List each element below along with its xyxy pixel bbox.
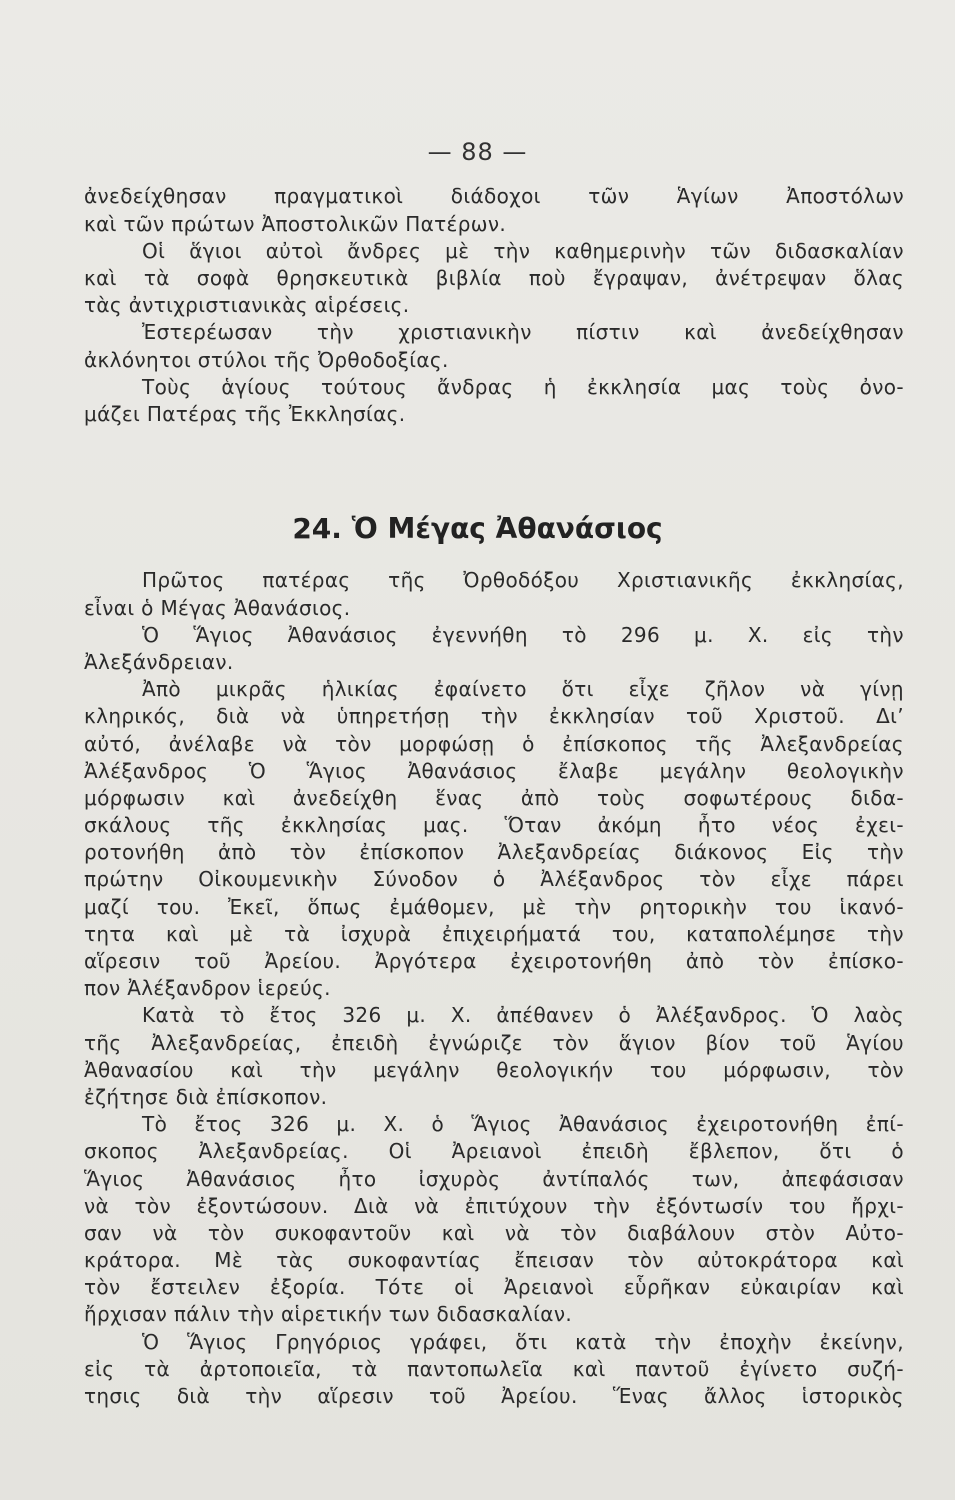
text-line: Ὁ Ἅγιος Γρηγόριος γράφει, ὅτι κατὰ τὴν ἐποχὴν ἐκείνην, <box>142 1329 904 1354</box>
text-line: ἤρχισαν πάλιν τὴν αἱρετικήν των διδασκαλίαν. <box>84 1302 573 1327</box>
text-line: τησις διὰ τὴν αἵρεσιν τοῦ Ἀρείου. Ἕνας ἄλλος ἱστορικὸς <box>84 1384 904 1409</box>
text-line: Πρῶτος πατέρας τῆς Ὀρθοδόξου Χριστιανικῆς ἐκκλησίας, <box>142 568 904 593</box>
text-line: Ἀθανασίου καὶ τὴν μεγάλην θεολογικήν του μόρφωσιν, τὸν <box>84 1057 904 1082</box>
text-line: καὶ τῶν πρώτων Ἀποστολικῶν Πατέρων. <box>84 211 507 236</box>
text-line: σκοπος Ἀλεξανδρείας. Οἱ Ἀρειανοὶ ἐπειδὴ ἔβλεπον, ὅτι ὁ <box>84 1139 904 1164</box>
text-line: Ἀλέξανδρος Ὁ Ἅγιος Ἀθανάσιος ἔλαβε μεγάλην θεολογικὴν <box>84 758 904 783</box>
page-number: — 88 — <box>427 138 528 166</box>
text-line: κληρικός, διὰ νὰ ὑπηρετήσῃ τὴν ἐκκλησίαν τοῦ Χριστοῦ. Δι’ <box>84 704 904 729</box>
text-line: Ἀλεξάνδρειαν. <box>84 649 234 674</box>
text-line: αἵρεσιν τοῦ Ἀρείου. Ἀργότερα ἐχειροτονήθη ἀπὸ τὸν ἐπίσκο- <box>84 949 904 974</box>
text-line: κράτορα. Μὲ τὰς συκοφαντίας ἔπεισαν τὸν αὐτοκράτορα καὶ <box>84 1248 904 1273</box>
text-line: εἶναι ὁ Μέγας Ἀθανάσιος. <box>84 595 351 620</box>
text-line: πρώτην Οἰκουμενικὴν Σύνοδον ὁ Ἀλέξανδρος τὸν εἶχε πάρει <box>84 867 904 892</box>
text-line: Ἅγιος Ἀθανάσιος ἦτο ἰσχυρὸς ἀντίπαλός των, ἀπεφάσισαν <box>84 1166 904 1191</box>
text-line: Τὸ ἔτος 326 μ. Χ. ὁ Ἅγιος Ἀθανάσιος ἐχειροτονήθη ἐπί- <box>142 1112 904 1137</box>
text-line: Τοὺς ἁγίους τούτους ἄνδρας ἡ ἐκκλησία μας τοὺς ὀνο- <box>142 374 904 399</box>
text-line: Κατὰ τὸ ἔτος 326 μ. Χ. ἀπέθανεν ὁ Ἀλέξανδρος. Ὁ λαὸς <box>142 1003 904 1028</box>
text-line: πον Ἀλέξανδρον ἱερεύς. <box>84 976 331 1001</box>
text-line: τῆς Ἀλεξανδρείας, ἐπειδὴ ἐγνώριζε τὸν ἅγιον βίον τοῦ Ἁγίου <box>84 1030 904 1055</box>
text-line: ἀνεδείχθησαν πραγματικοὶ διάδοχοι τῶν Ἁγίων Ἀποστόλων <box>84 184 904 209</box>
text-line: εἰς τὰ ἀρτοποιεῖα, τὰ παντοπωλεῖα καὶ παντοῦ ἐγίνετο συζή- <box>84 1356 904 1381</box>
text-line: καὶ τὰ σοφὰ θρησκευτικὰ βιβλία ποὺ ἔγραψαν, ἀνέτρεψαν ὅλας <box>84 265 904 290</box>
text-line: Ἀπὸ μικρᾶς ἡλικίας ἐφαίνετο ὅτι εἶχε ζῆλον νὰ γίνῃ <box>142 677 904 702</box>
text-line: ἀκλόνητοι στύλοι τῆς Ὀρθοδοξίας. <box>84 347 449 372</box>
text-line: μάζει Πατέρας τῆς Ἐκκλησίας. <box>84 401 406 426</box>
text-line: μαζί του. Ἐκεῖ, ὅπως ἐμάθομεν, μὲ τὴν ρητορικὴν του ἱκανό- <box>84 894 904 919</box>
text-line: σκάλους τῆς ἐκκλησίας μας. Ὅταν ἀκόμη ἦτο νέος ἐχει- <box>84 813 904 838</box>
text-line: Οἱ ἅγιοι αὐτοὶ ἄνδρες μὲ τὴν καθημερινὴν τῶν διδασκαλίαν <box>142 238 904 263</box>
text-line: μόρφωσιν καὶ ἀνεδείχθη ἕνας ἀπὸ τοὺς σοφωτέρους διδα- <box>84 785 904 810</box>
text-line: ἐζήτησε διὰ ἐπίσκοπον. <box>84 1084 328 1109</box>
text-line: αὐτό, ἀνέλαβε νὰ τὸν μορφώσῃ ὁ ἐπίσκοπος τῆς Ἀλεξανδρείας <box>84 731 904 756</box>
text-line: νὰ τὸν ἐξοντώσουν. Διὰ νὰ ἐπιτύχουν τὴν ἐξόντωσίν του ἤρχι- <box>84 1193 904 1218</box>
text-line: τὰς ἀντιχριστιανικὰς αἱρέσεις. <box>84 293 410 318</box>
text-line: σαν νὰ τὸν συκοφαντοῦν καὶ νὰ τὸν διαβάλουν στὸν Αὐτο- <box>84 1220 904 1245</box>
text-line: Ὁ Ἅγιος Ἀθανάσιος ἐγεννήθη τὸ 296 μ. Χ. εἰς τὴν <box>142 622 904 647</box>
text-line: ροτονήθη ἀπὸ τὸν ἐπίσκοπον Ἀλεξανδρείας διάκονος Εἰς τὴν <box>84 840 904 865</box>
text-line: τητα καὶ μὲ τὰ ἰσχυρὰ ἐπιχειρήματά του, καταπολέμησε τὴν <box>84 921 904 946</box>
section-text-block <box>84 567 904 1410</box>
text-line: Ἐστερέωσαν τὴν χριστιανικὴν πίστιν καὶ ἀνεδείχθησαν <box>142 320 904 345</box>
intro-text-block <box>84 183 904 428</box>
text-line: τὸν ἔστειλεν ἐξορία. Τότε οἱ Ἀρειανοὶ εὗρῆκαν εὐκαιρίαν καὶ <box>84 1275 904 1300</box>
section-heading: 24. Ὁ Μέγας Ἀθανάσιος <box>292 512 663 545</box>
